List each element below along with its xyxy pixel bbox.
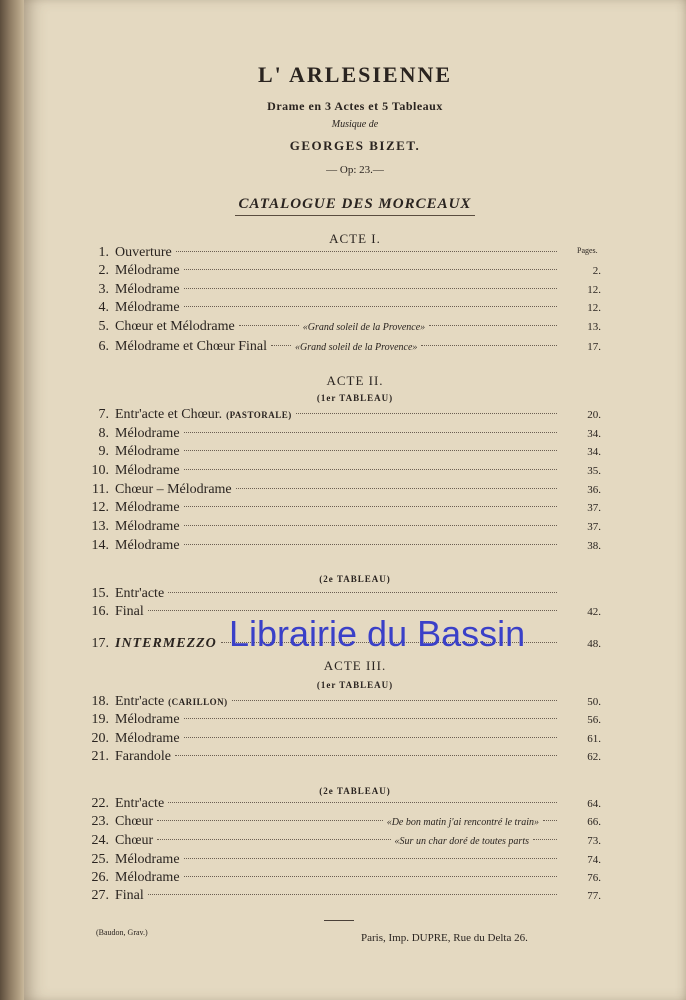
list-item: 12. Mélodrame 37. xyxy=(91,500,601,515)
list-item: 4. Mélodrame 12. xyxy=(98,300,601,315)
list-item: 2. Mélodrame 2. xyxy=(98,263,601,278)
list-item: 7. Entr'acte et Chœur. (PASTORALE) 20. xyxy=(98,407,601,422)
list-item: 20. Mélodrame 61. xyxy=(91,731,601,746)
list-item: 27. Final 77. xyxy=(91,888,601,903)
book-spine xyxy=(0,0,24,1000)
list-item: 24. Chœur «Sur un char doré de toutes parts 73. xyxy=(91,833,601,848)
catalogue-heading: CATALOGUE DES MORCEAUX xyxy=(24,196,686,216)
list-item: 25. Mélodrame 74. xyxy=(91,852,601,867)
catalogue-page xyxy=(24,0,686,1000)
musique-de: Musique de xyxy=(331,119,379,130)
act-1-heading: ACTE I. xyxy=(329,231,381,246)
act-3-heading: ACTE III. xyxy=(323,658,387,673)
act-2-heading: ACTE II. xyxy=(326,373,384,388)
list-item: 15. Entr'acte xyxy=(81,586,601,604)
printer-credit: Paris, Imp. DUPRE, Rue du Delta 26. xyxy=(361,932,528,944)
list-item: 9. Mélodrame 34. xyxy=(98,444,601,459)
list-item: 23. Chœur «De bon matin j'ai rencontré le train» 66. xyxy=(91,814,601,829)
watermark-text: Librairie du Bassin xyxy=(229,613,526,654)
composer-name: GEORGES BIZET. xyxy=(289,138,421,153)
work-subtitle: Drame en 3 Actes et 5 Tableaux xyxy=(267,99,443,113)
list-item: 19. Mélodrame 56. xyxy=(91,712,601,727)
list-item: 21. Farandole 62. xyxy=(91,749,601,764)
list-item: 17. INTERMEZZO 48. xyxy=(91,636,601,651)
list-item: 6. Mélodrame et Chœur Final «Grand soleil de la Provence» 17. xyxy=(98,339,601,354)
list-item: 11. Chœur – Mélodrame 36. xyxy=(92,482,601,497)
work-title: L' ARLESIENNE xyxy=(257,62,453,87)
list-item: 13. Mélodrame 37. xyxy=(91,519,601,534)
list-item: 10. Mélodrame 35. xyxy=(91,463,601,478)
list-item: 8. Mélodrame 34. xyxy=(98,426,601,441)
act-3-tableau-1: (1er TABLEAU) xyxy=(316,680,394,690)
list-item: 3. Mélodrame 12. xyxy=(98,282,601,297)
pages-column-label: Pages. xyxy=(577,246,598,255)
list-item: 16. Final 42. xyxy=(91,604,601,619)
list-item: 14. Mélodrame 38. xyxy=(91,538,601,553)
act-2-tableau-1: (1er TABLEAU) xyxy=(316,393,394,403)
opus-number: — Op: 23.— xyxy=(326,164,384,176)
footer-rule xyxy=(324,920,354,921)
list-item: 1. Ouverture xyxy=(81,245,601,263)
act-2-tableau-2: (2e TABLEAU) xyxy=(319,574,391,584)
list-item: 5. Chœur et Mélodrame «Grand soleil de la Provence» 13. xyxy=(98,319,601,334)
engraver-credit: (Baudon, Grav.) xyxy=(96,928,148,937)
list-item: 18. Entr'acte (CARILLON) 50. xyxy=(91,694,601,709)
list-item: 22. Entr'acte 64. xyxy=(91,796,601,811)
act-3-tableau-2: (2e TABLEAU) xyxy=(319,786,391,796)
list-item: 26. Mélodrame 76. xyxy=(91,870,601,885)
